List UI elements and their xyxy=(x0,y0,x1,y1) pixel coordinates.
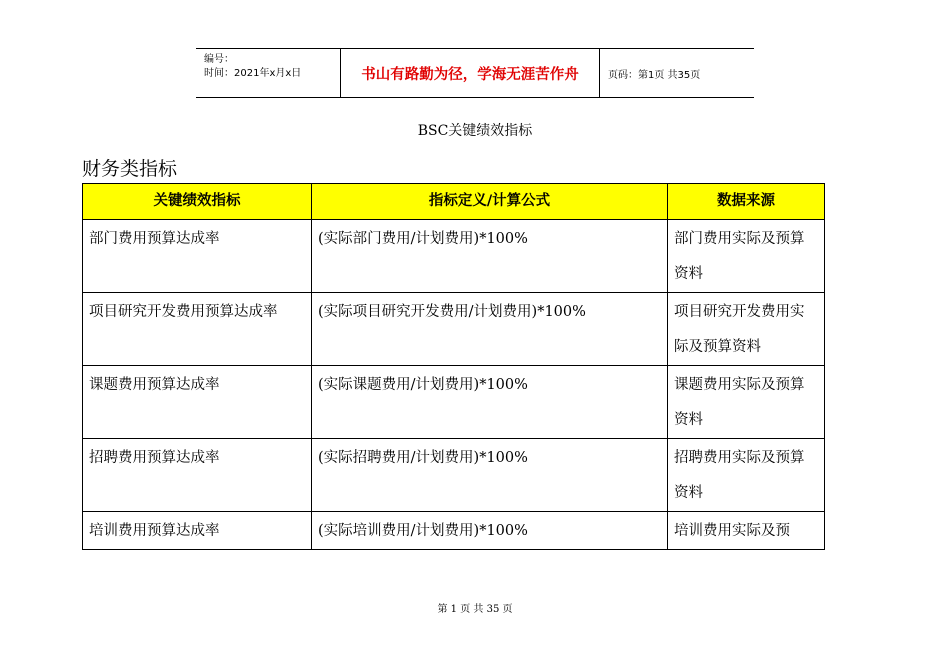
source-cell: 招聘费用实际及预算资料 xyxy=(668,439,825,512)
header-motto: 书山有路勤为径，学海无涯苦作舟 xyxy=(340,49,600,97)
formula-cell: (实际部门费用/计划费用)*100% xyxy=(312,220,668,293)
table-row xyxy=(83,293,825,366)
formula-cell: (实际培训费用/计划费用)*100% xyxy=(312,512,668,550)
column-header-definition: 指标定义/计算公式 xyxy=(312,184,668,220)
table-row xyxy=(83,512,825,550)
table-row xyxy=(83,220,825,293)
kpi-name-cell: 招聘费用预算达成率 xyxy=(83,439,312,512)
column-header-kpi: 关键绩效指标 xyxy=(83,184,312,220)
kpi-name-cell: 项目研究开发费用预算达成率 xyxy=(83,293,312,366)
kpi-name-cell: 培训费用预算达成率 xyxy=(83,512,312,550)
table-header-row xyxy=(83,184,825,220)
kpi-name-cell: 部门费用预算达成率 xyxy=(83,220,312,293)
table-row xyxy=(83,439,825,512)
page-footer: 第 1 页 共 35 页 xyxy=(437,604,513,615)
kpi-name-cell: 课题费用预算达成率 xyxy=(83,366,312,439)
source-cell: 部门费用实际及预算资料 xyxy=(668,220,825,293)
document-title: BSC关键绩效指标 xyxy=(417,123,533,139)
formula-cell: (实际项目研究开发费用/计划费用)*100% xyxy=(312,293,668,366)
kpi-table xyxy=(82,183,825,550)
formula-cell: (实际招聘费用/计划费用)*100% xyxy=(312,439,668,512)
header-page-code: 页码：第1页 共35页 xyxy=(608,69,701,81)
document-number-label: 编号： xyxy=(204,54,234,65)
document-date: 时间：2021年x月x日 xyxy=(204,68,302,79)
formula-cell: (实际课题费用/计划费用)*100% xyxy=(312,366,668,439)
page-header xyxy=(196,48,754,98)
header-info xyxy=(196,49,340,97)
source-cell: 培训费用实际及预 xyxy=(668,512,825,550)
section-heading: 财务类指标 xyxy=(82,158,178,180)
source-cell: 课题费用实际及预算资料 xyxy=(668,366,825,439)
column-header-source: 数据来源 xyxy=(668,184,825,220)
source-cell: 项目研究开发费用实际及预算资料 xyxy=(668,293,825,366)
table-row xyxy=(83,366,825,439)
